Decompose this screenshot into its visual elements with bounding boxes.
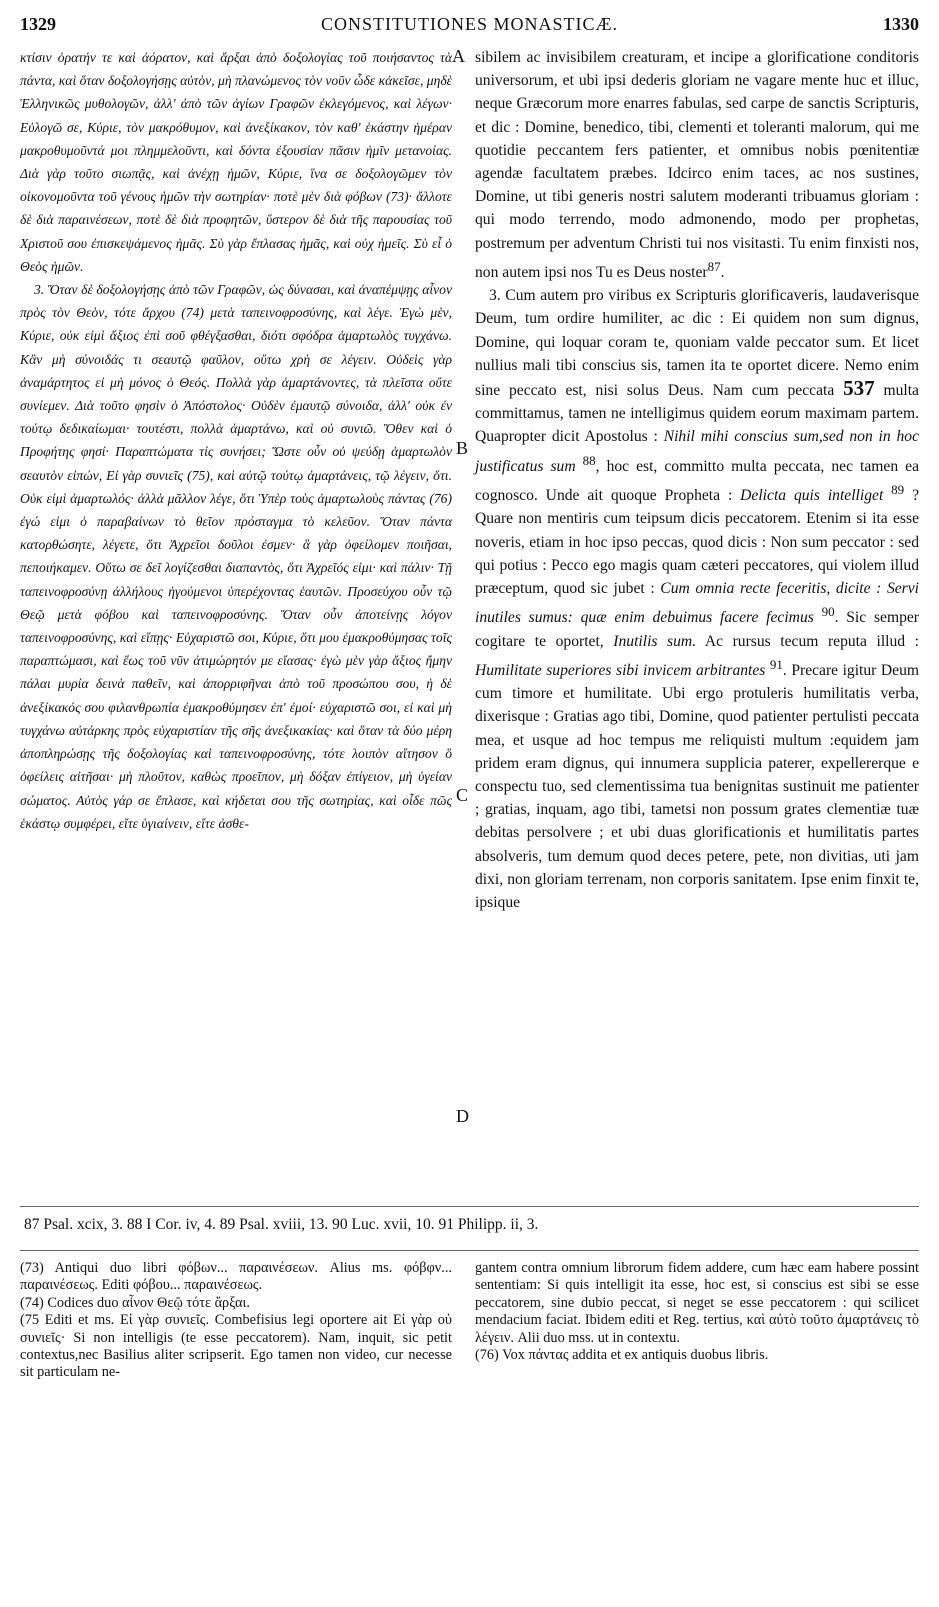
note-75: (75 Editi et ms. Εἰ γὰρ συνιεῖς. Combefisius legi oportere ait Εἰ γὰρ οὐ συνιεῖς· Si non intelligis (te esse peccatorem). Nam, inquit, sic petit contextus,nec Basilius aliter scripserit. Ego tamen non video, cur necesse sit particulam ne- xyxy=(20,1312,452,1381)
latin-text: 3. Cum autem pro viribus ex Scripturis glorificaveris, laudaverisque Deum, tum ordire humiliter, ac dic : Ei quidem non sum dignus, Domine, qui loquar coram te, quoniam valde peccator sum. Et licet nullius mali tibi conscius sis, tamen ita te oportet dicere. Nemo enim sine peccato est, nisi solus Deus. Nam cum peccata xyxy=(475,287,919,400)
notes-right-column xyxy=(475,1260,919,1364)
footnote-ref-87: 87 xyxy=(707,258,721,274)
column-number: 537 xyxy=(843,376,875,401)
latin-paragraph-2 xyxy=(475,284,919,914)
scripture-quote: Nihil mihi conscius sum,sed non in hoc justificatus sum xyxy=(475,428,919,475)
notes-divider xyxy=(20,1250,919,1251)
greek-paragraph-2: 3. Ὅταν δὲ δοξολογήσῃς ἀπὸ τῶν Γραφῶν, ὡς δύνασαι, καὶ ἀναπέμψῃς αἶνον πρὸς τὸν Θεὸν, τότε ἄρχου (74) μετὰ ταπεινοφροσύνης, καὶ λέγε. Ἐγὼ μὲν, Κύριε, οὐκ εἰμὶ ἄξιος ἐπὶ σοῦ φθέγξασθαι, διότι σφόδρα ἁμαρτωλὸς τυγχάνω. Κἂν μὴ σύνοιδάς τι σεαυτῷ φαῦλον, οὕτω χρὴ σε λέγειν. Οὐδεὶς γὰρ ἀναμάρτητος εἰ μὴ μόνος ὁ Θεός. Πολλὰ γὰρ ἁμαρτάνοντες, τὰ πλεῖστα οὔτε συνίεμεν. Διὰ τοῦτο φησὶν ὁ Ἀπόστολος· Οὐδὲν ἐμαυτῷ σύνοιδα, ἀλλ' οὐκ ἐν τούτῳ δεδικαίωμαι· τουτέστι, πολλὰ ἁμαρτάνω, καὶ οὐ συνιῶ. Ὅθεν καὶ ὁ Προφήτης φησί· Παραπτώματα τίς συνήσει; Ὥστε οὖν οὐ ψεύδῃ ἁμαρτωλὸν σεαυτὸν εἰπών, Εἰ γὰρ συνιεῖς (75), καὶ αὐτῷ τούτῳ ἁμαρτάνεις, τῷ λέγειν, ὅτι. Οὐκ εἰμὶ ἁμαρτωλός· ἀλλὰ μᾶλλον λέγε, ὅτι Ὑπὲρ τοὺς ἁμαρτωλοὺς πάντας (76) ἐγώ εἰμι ὁ παραβαίνων τὸ θεῖον πρόσταγμα τὸ κελεῦον. Ὅταν πάντα κατορθώσητε, λέγετε, ὅτι Ἀχρεῖοι δοῦλοι ἐσμεν· ἃ γὰρ ὀφείλομεν ποιῆσαι, πεποιήκαμεν. Οὕτω σε δεῖ λογίζεσθαι διαπαντὸς, ὅτι Ἀχρεῖός εἰμι· καὶ πάλιν· Τῇ ταπεινοφροσύνῃ ἀλλήλους ἡγούμενοι ὑπερέχοντας ἑαυτῶν. Προσεύχου οὖν τῷ Θεῷ μετὰ φόβου καὶ ταπεινοφροσύνης. Ὅταν οὖν ἀποτείνῃς λόγον ταπεινοφροσύνης, καὶ εἴπῃς· Εὐχαριστῶ σοι, Κύριε, ὅτι μου ἐμακροθύμησας τοῖς παραπτώμασι, καὶ ἕως τοῦ νῦν ἀτιμώρητόν με εἴασας· ἐγὼ μὲν γὰρ ἄξιος ἤμην πάλαι μυρία δεινὰ παθεῖν, καὶ ἀπορριφῆναι ἀπὸ τοῦ προσώπου σου, ἡ δὲ ἀνεξίκακός σου φιλανθρωπία ἐμακροθύμησεν ἐπ' ἐμοί· εὐχαριστῶ σοι, εἰ καὶ μὴ τυγχάνω αὐτάρκης πρὸς εὐχαριστίαν τῆς σῆς ἀνεξικακίας· καὶ ὅταν τὰ δύο μέρη ἀποπληρώσῃς τῆς δοξολογίας καὶ ταπεινοφροσύνης, τότε λοιπὸν αἴτησον ὃ ὀφείλεις αἰτῆσαι· μὴ πλοῦτον, καθὼς προεῖπον, μὴ δόξαν ἐπίγειον, μὴ ὑγείαν σώματος. Αὐτὸς γάρ σε ἔπλασε, καὶ κήδεται σου τῆς σωτηρίας, καὶ οἶδε πῶς ἑκάστῳ συμφέρει, εἴτε ὑγιαίνειν, εἴτε ἀσθε- xyxy=(20,282,452,831)
footnote-ref-90: 90 xyxy=(821,604,835,620)
margin-letter-b: B xyxy=(456,438,469,458)
notes-left-column xyxy=(20,1260,452,1382)
note-75-continued: gantem contra omnium librorum fidem addere, cum hæc eam habere possint sententiam: Si quis intelligit ita esse, hoc est, si conscius est sibi se esse peccatorem, sine dubio peccat, si neget se esse peccatorem : qui scilicet mendacium faciat. Ibidem editi et Reg. tertius, καὶ αὐτὸ τοῦτο ἁμαρτάνεις τὸ λέγειν. Alii duo mss. ut in contextu. xyxy=(475,1260,919,1346)
footnote-divider xyxy=(20,1206,919,1207)
scripture-quote: Cum omnia recte feceritis, dicite : Servi inutiles sumus: quæ enim debuimus facere fecimus xyxy=(475,580,920,627)
latin-text: . Sic semper cogitare te oportet, xyxy=(475,609,919,650)
latin-text: Ac rursus tecum reputa illud : xyxy=(704,632,920,650)
running-title: CONSTITUTIONES MONASTICÆ. xyxy=(320,14,618,34)
latin-text: ? Quare non mentiris cum teipsum dicis peccatorem. Etenim si ita esse noveris, etiam in hoc ipso peccas, quod dicis : Non sum peccator : sed qui potius : Pecco ego magis quam cæteri peccatores, qui violem illud præceptum, quod sic jubet : xyxy=(475,487,919,598)
footnote-ref-89: 89 xyxy=(891,482,905,498)
scripture-quote: Inutilis sum. xyxy=(613,632,697,650)
scripture-quote: Humilitate superiores sibi invicem arbitrantes xyxy=(475,662,766,680)
margin-letter-c: C xyxy=(456,785,469,805)
latin-text: multa committamus, tamen ne intelligimus quidem eorum maximam partem. Quapropter dicit Apostolus : xyxy=(475,382,919,446)
note-76: (76) Vox πάντας addita et ex antiquis duobus libris. xyxy=(475,1347,769,1364)
page-header xyxy=(20,14,919,40)
greek-column xyxy=(20,46,452,835)
latin-text: , hoc est, committo multa peccata, nec tamen ea cognosco. Unde ait quoque Propheta : xyxy=(475,457,919,505)
page-number-left: 1329 xyxy=(20,14,56,34)
footnote-ref-88: 88 xyxy=(582,452,596,468)
margin-letter-d: D xyxy=(456,1106,469,1126)
latin-text: sibilem ac invisibilem creaturam, et incipe a glorificatione conditoris universorum, et ubi ipsi dederis gloriam ne vagare mente huc et illuc, neque Græcorum more enarres fabulas, sed carpe de sanctis Scripturis, et dic : Domine, benedico, tibi, clementi et toleranti malorum, qui me quotidie peccantem fers patienter, et omnibus nobis pœnitentiæ agendæ facultatem præbes. Idcirco enim taces, ac nos sustines, Domine, ut tibi generis nostri salutem moderanti tribuamus gloriam : qui modo terrendo, modo admonendo, modo per prophetas, postremum per adventum Christi tui nos visitasti. Tu enim finxisti nos, non autem ipsi nos Tu es Deus noster xyxy=(475,49,919,282)
scripture-quote: Delicta quis intelliget xyxy=(740,487,884,505)
margin-letter-a: A xyxy=(452,46,465,66)
greek-paragraph-1: κτίσιν ὁρατήν τε καὶ ἀόρατον, καὶ ἄρξαι ἀπὸ δοξολογίας τοῦ ποιήσαντος τὰ πάντα, καὶ ὅταν δοξολογήσῃς αὐτὸν, μὴ πλανώμενος τὸν νοῦν ὧδε κἀκεῖσε, μηδὲ Ἑλληνικῶς μυθολογῶν, ἀλλ' ἀπὸ τῶν ἁγίων Γραφῶν ἐκλεγόμενος, καὶ λέγων· Εὐλογῶ σε, Κύριε, τὸν μακρόθυμον, καὶ ἀνεξίκακον, τὸν καθ' ἑκάστην ἡμέραν μακροθυμοῦντά μοι πλημμελοῦντι, καὶ δόντα ἐξουσίαν πᾶσιν ἡμῖν μετανοίας. Διὰ γὰρ τοῦτο σιωπᾷς, καὶ ἀνέχῃ ἡμῶν, Κύριε, ἵνα σε δοξολογῶμεν τὸν οἰκονομοῦντα τοῦ γένους ἡμῶν τὴν σωτηρίαν· ποτὲ μὲν διὰ φόβων (73)· ἄλλοτε δὲ διὰ παραινέσεων, ποτὲ δὲ διὰ προφητῶν, ὕστερον δὲ διὰ τῆς παρουσίας τοῦ Χριστοῦ σου ἐπισκεψάμενος ἡμᾶς. Σὺ γὰρ ἔπλασας ἡμᾶς, καὶ οὐχ ἡμεῖς. Σὺ εἶ ὁ Θεὸς ἡμῶν. xyxy=(20,50,452,274)
note-73: (73) Antiqui duo libri φόβων... παραινέσεων. Alius ms. φόβφν... παραινέσεως. Editi φόβου... παραινέσεως. xyxy=(20,1260,452,1294)
latin-text: . Precare igitur Deum cum timore et humilitate. Ubi ergo protuleris humilitatis verba, dixerisque : Gratias ago tibi, Domine, quod patienter pertulisti peccata mea, et usque ad hoc tempus me reliquisti multum :equidem jam pridem eram dignus, qui innumera supplicia paterer, expellererque e conspectu tuo, sed clementissima tua benignitas sustinuit me patienter ; gratias, inquam, ago tibi, tametsi non possum grates clementiæ tuæ debitas persolvere ; et ubi duas glorificationis et humilitatis partes absolveris, tum demum quod deces petere, pete, non divitias, uti jam dixi, non gloriam terrenam, non corporis sanitatem. Ipse enim finxit te, ipsique xyxy=(475,662,919,912)
latin-column xyxy=(475,46,919,914)
note-74: (74) Codices duo αἶνον Θεῷ τότε ἄρξαι. xyxy=(20,1294,250,1311)
page-number-right: 1330 xyxy=(883,14,919,34)
footnote-ref-91: 91 xyxy=(769,656,783,672)
latin-paragraph-1: sibilem ac invisibilem creaturam, et incipe a glorificatione conditoris universorum, et ubi ipsi dederis gloriam ne vagare mente huc et illuc, neque Græcorum more enarres fabulas, sed carpe de sanctis Scripturis, et dic : Domine, benedico, tibi, clementi et toleranti malorum, qui me quotidie peccantem fers patienter, et omnibus nobis pœnitentiæ agendæ facultatem præbes. Idcirco enim taces, ac nos sustines, Domine, ut tibi generis nostri salutem moderanti tribuamus gloriam : qui modo terrendo, modo admonendo, modo per prophetas, postremum per adventum Christi tui nos visitasti. Tu enim finxisti nos, non autem ipsi nos Tu es Deus noster$^{87}$. xyxy=(475,49,919,282)
scripture-references: 87 Psal. xcix, 3. 88 I Cor. iv, 4. 89 Psal. xviii, 13. 90 Luc. xvii, 10. 91 Philipp. ii, 3. xyxy=(24,1216,539,1233)
